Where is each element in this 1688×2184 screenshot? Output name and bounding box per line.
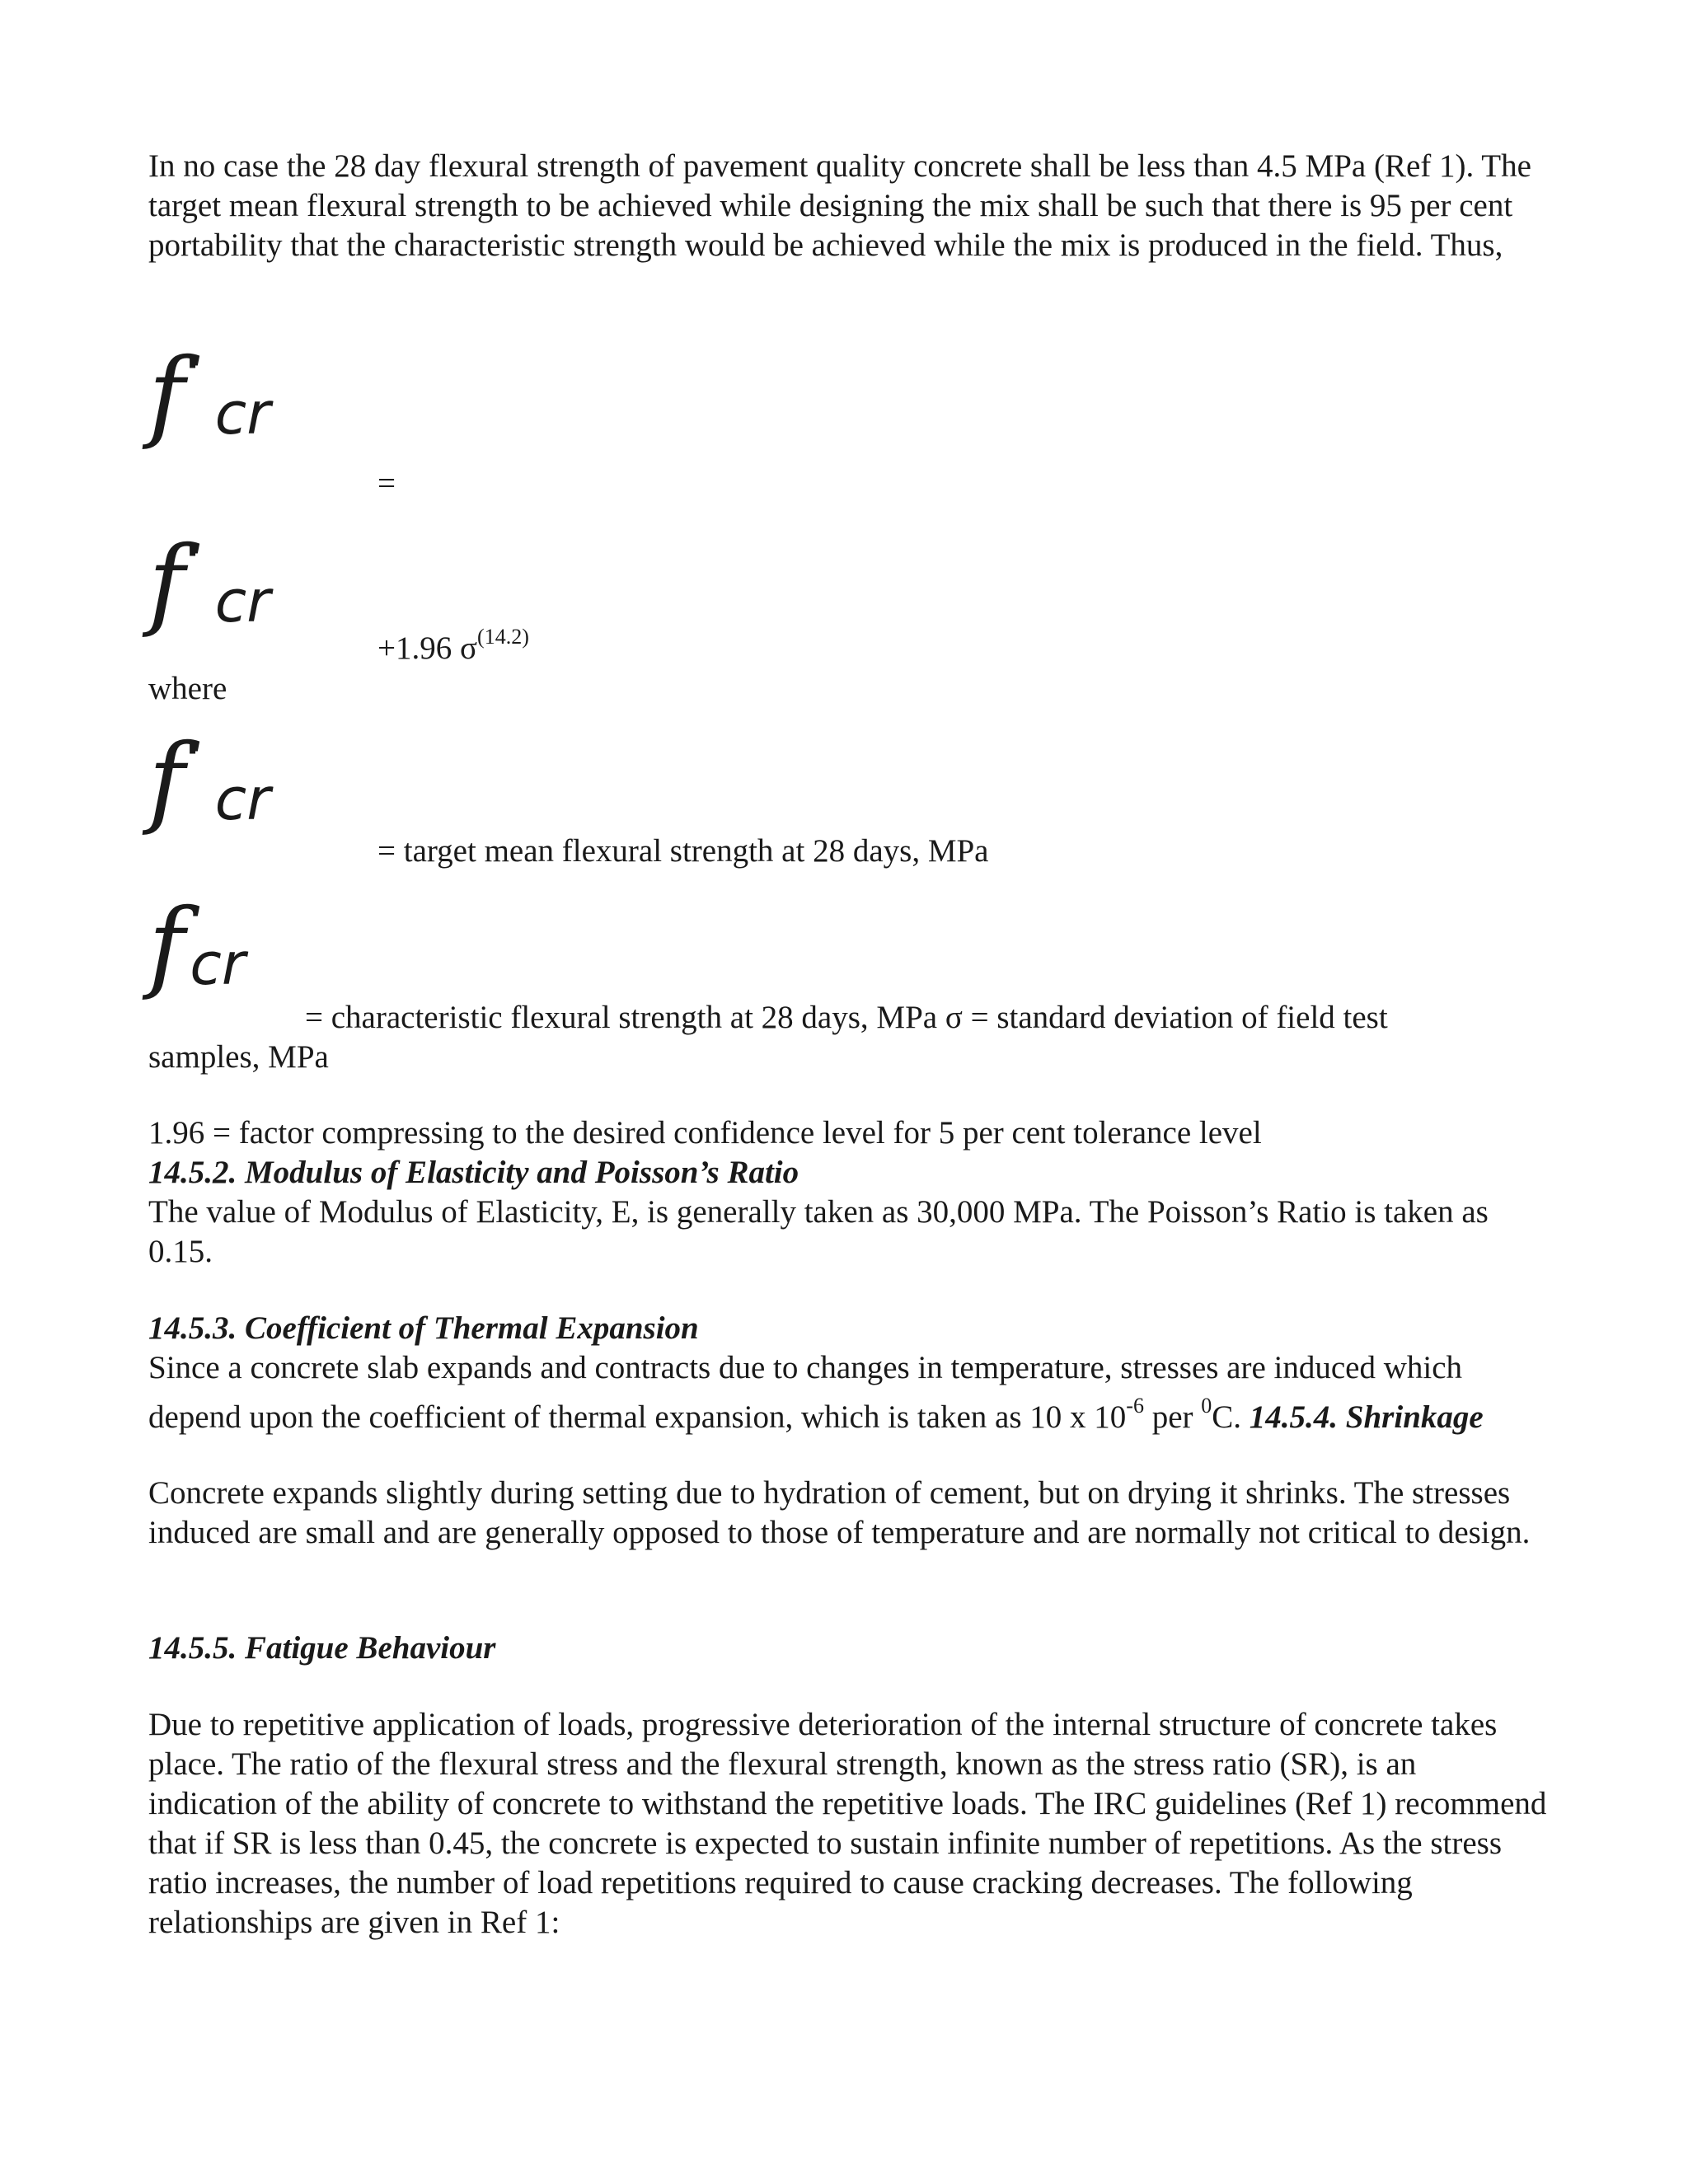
paragraph-14-5-2: The value of Modulus of Elasticity, E, is generally taken as 30,000 MPa. The Poisson’s Ratio is taken as 0.15.: [148, 1194, 1489, 1269]
paragraph-14-5-4: Concrete expands slightly during setting due to hydration of cement, but on drying it shrinks. The stresses induced are small and are generally opposed to those of temperature and are normally not critical to design.: [148, 1475, 1531, 1550]
equation-symbol-fcr-prime-lhs: f'cr: [148, 338, 271, 452]
heading-14-5-3: 14.5.3. Coefficient of Thermal Expansion: [148, 1310, 699, 1346]
equation-rhs: [377, 625, 529, 668]
equation-rhs-suffix: +1.96 σ: [377, 630, 478, 666]
equation-number: (14.2): [477, 625, 529, 649]
heading-14-5-2: 14.5.2. Modulus of Elasticity and Poisson’s Ratio: [148, 1155, 799, 1190]
intro-paragraph: In no case the 28 day flexural strength of pavement quality concrete shall be less than 4.5 MPa (Ref 1). The target mean flexural strength to be achieved while designing the mix shall be such that there is 95 per cent portability that the characteristic strength would be achieved while the mix is produced in the field. Thus,: [148, 148, 1531, 263]
heading-14-5-4: 14.5.4. Shrinkage: [1249, 1399, 1484, 1435]
where-label: where: [148, 671, 227, 706]
equation-symbol-fcr-prime-rhs: f'cr: [148, 526, 271, 640]
definition-symbol-fcr-prime: f'cr: [148, 724, 271, 838]
definition-factor: 1.96 = factor compressing to the desired confidence level for 5 per cent tolerance level: [148, 1115, 1262, 1151]
paragraph-14-5-5: Due to repetitive application of loads, progressive deterioration of the internal structure of concrete takes place. The ratio of the flexural stress and the flexural strength, known as the stress ratio (SR), is an indication of the ability of concrete to withstand the repetitive loads. The IRC guidelines (Ref 1) recommend that if SR is less than 0.45, the concrete is expected to sustain infinite number of repetitions. As the stress ratio increases, the number of load repetitions required to cause cracking decreases. The following relationships are given in Ref 1:: [148, 1707, 1547, 1940]
definition-fcr-prime: = target mean flexural strength at 28 days, MPa: [377, 833, 989, 869]
definition-symbol-fcr: fcr: [148, 888, 246, 1003]
definition-fcr-continued: samples, MPa: [148, 1039, 329, 1075]
equation-equals: =: [377, 466, 396, 501]
heading-14-5-5: 14.5.5. Fatigue Behaviour: [148, 1630, 496, 1666]
paragraph-14-5-3-line2: depend upon the coefficient of thermal expansion, which is taken as 10 x $10^{-6}$ per $^0$C. 14.5.4. Shrinkage: [148, 1394, 1484, 1435]
paragraph-14-5-3-line1: Since a concrete slab expands and contracts due to changes in temperature, stresses are induced which: [148, 1350, 1463, 1385]
definition-fcr: = characteristic flexural strength at 28 days, MPa σ = standard deviation of field test: [305, 1000, 1388, 1035]
